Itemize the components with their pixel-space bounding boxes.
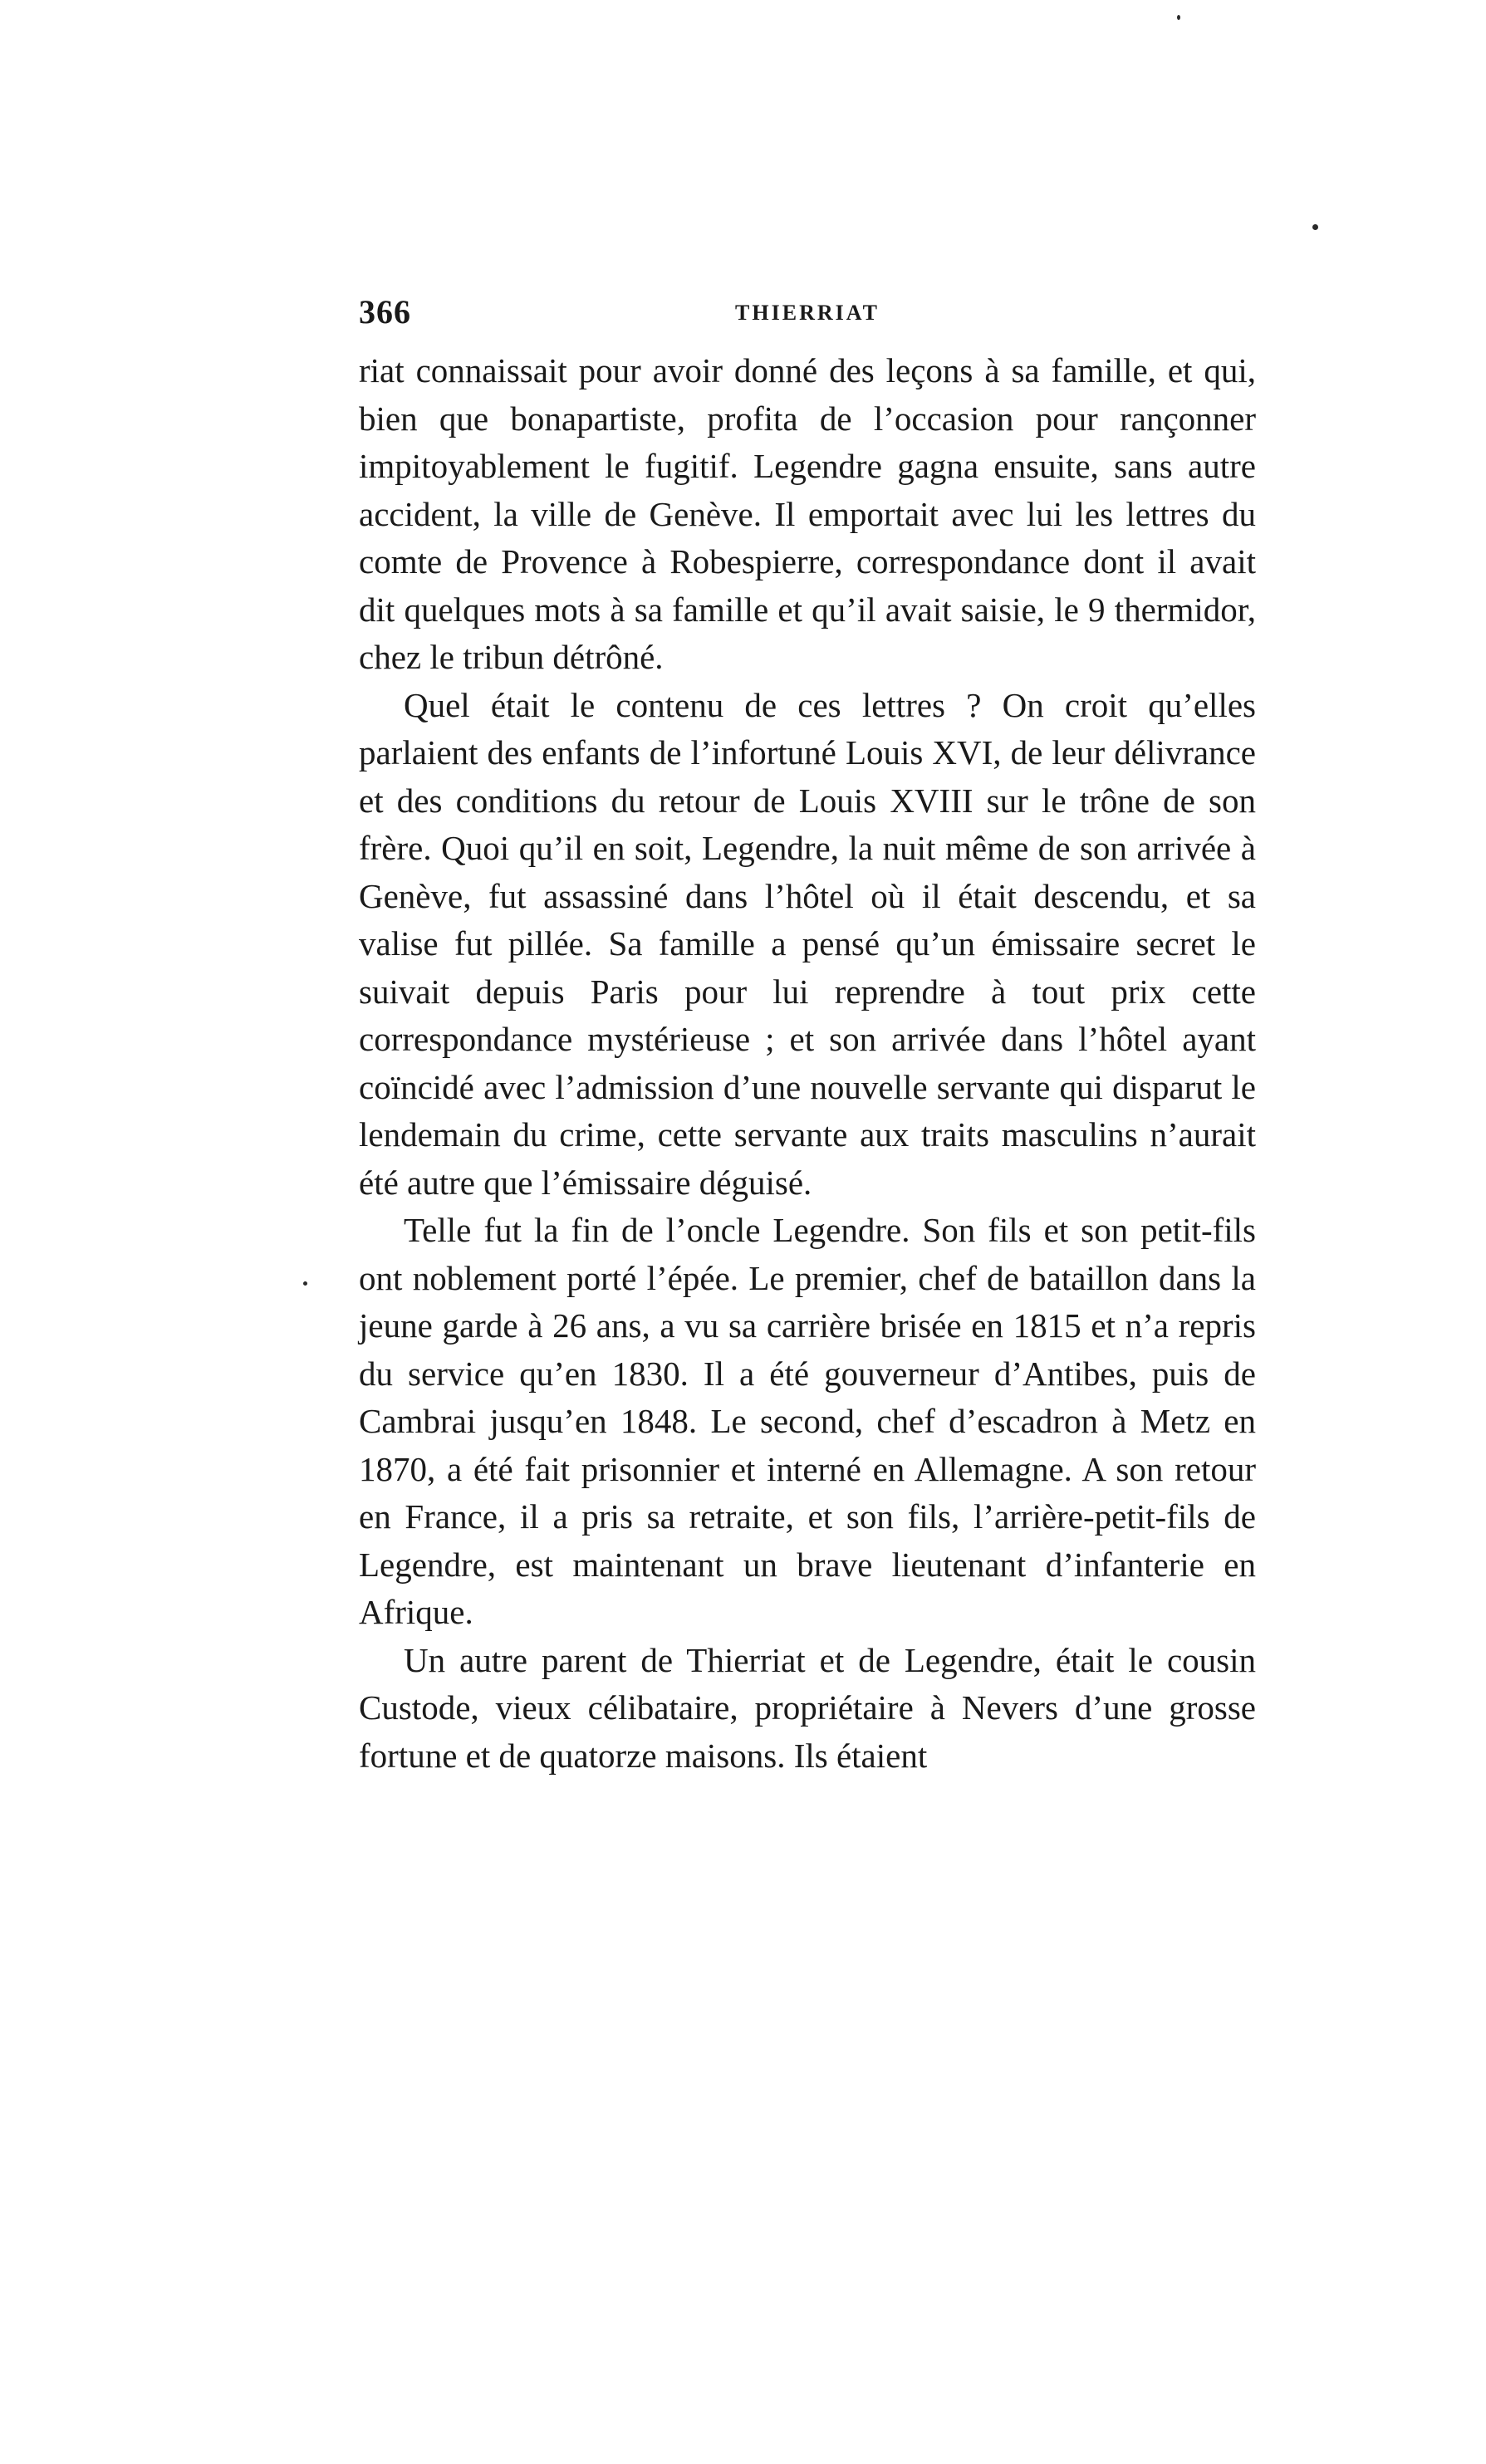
scan-speck [303,1281,307,1286]
running-title: THIERRIAT [735,301,880,325]
scan-speck [1312,224,1318,230]
paragraph-letters-content: Quel était le contenu de ces lettres ? On croit qu’elles parlaient des enfants de l’infortuné Louis XVI, de leur délivrance et des conditions du retour de Louis XVIII sur le trône de son frère. Quoi qu’il en soit, Legendre, la nuit même de son arrivée à Genève, fut assassiné dans l’hôtel où il était descendu, et sa valise fut pillée. Sa famille a pensé qu’un émissaire secret le suivait depuis Paris pour lui reprendre à tout prix cette correspondance mystérieuse ; et son arrivée dans l’hôtel ayant coïncidé avec l’admission d’une nouvelle servante qui disparut le lendemain du crime, cette servante aux traits masculins n’aurait été autre que l’émissaire déguisé. [359,685,1256,1202]
running-head [359,292,1256,342]
paragraph-legendre-descendants: Telle fut la fin de l’oncle Legendre. Son fils et son petit-fils ont noblement porté l’épée. Le premier, chef de bataillon dans la jeune garde à 26 ans, a vu sa carrière brisée en 1815 et n’a repris du service qu’en 1830. Il a été gouverneur d’Antibes, puis de Cambrai jusqu’en 1848. Le second, chef d’escadron à Metz en 1870, a été fait prisonnier et interné en Allemagne. A son retour en France, il a pris sa retraite, et son fils, l’arrière-petit-fils de Legendre, est maintenant un brave lieutenant d’infanterie en Afrique. [359,1211,1256,1631]
paragraph-cousin-custode: Un autre parent de Thierriat et de Legendre, était le cousin Custode, vieux célibataire, propriétaire à Nevers d’une grosse fortune et de quatorze maisons. Ils étaient [359,1640,1256,1775]
scan-speck [1177,15,1180,20]
page-number: 366 [359,293,411,331]
body-text [359,347,1256,1780]
paragraph-continued: riat connaissait pour avoir donné des leçons à sa famille, et qui, bien que bonapartiste, profita de l’occasion pour rançonner impitoyablement le fugitif. Legendre gagna ensuite, sans autre accident, la ville de Genève. Il emportait avec lui les lettres du comte de Provence à Robespierre, correspondance dont il avait dit quelques mots à sa famille et qu’il avait saisie, le 9 thermidor, chez le tribun détrôné. [359,351,1256,676]
